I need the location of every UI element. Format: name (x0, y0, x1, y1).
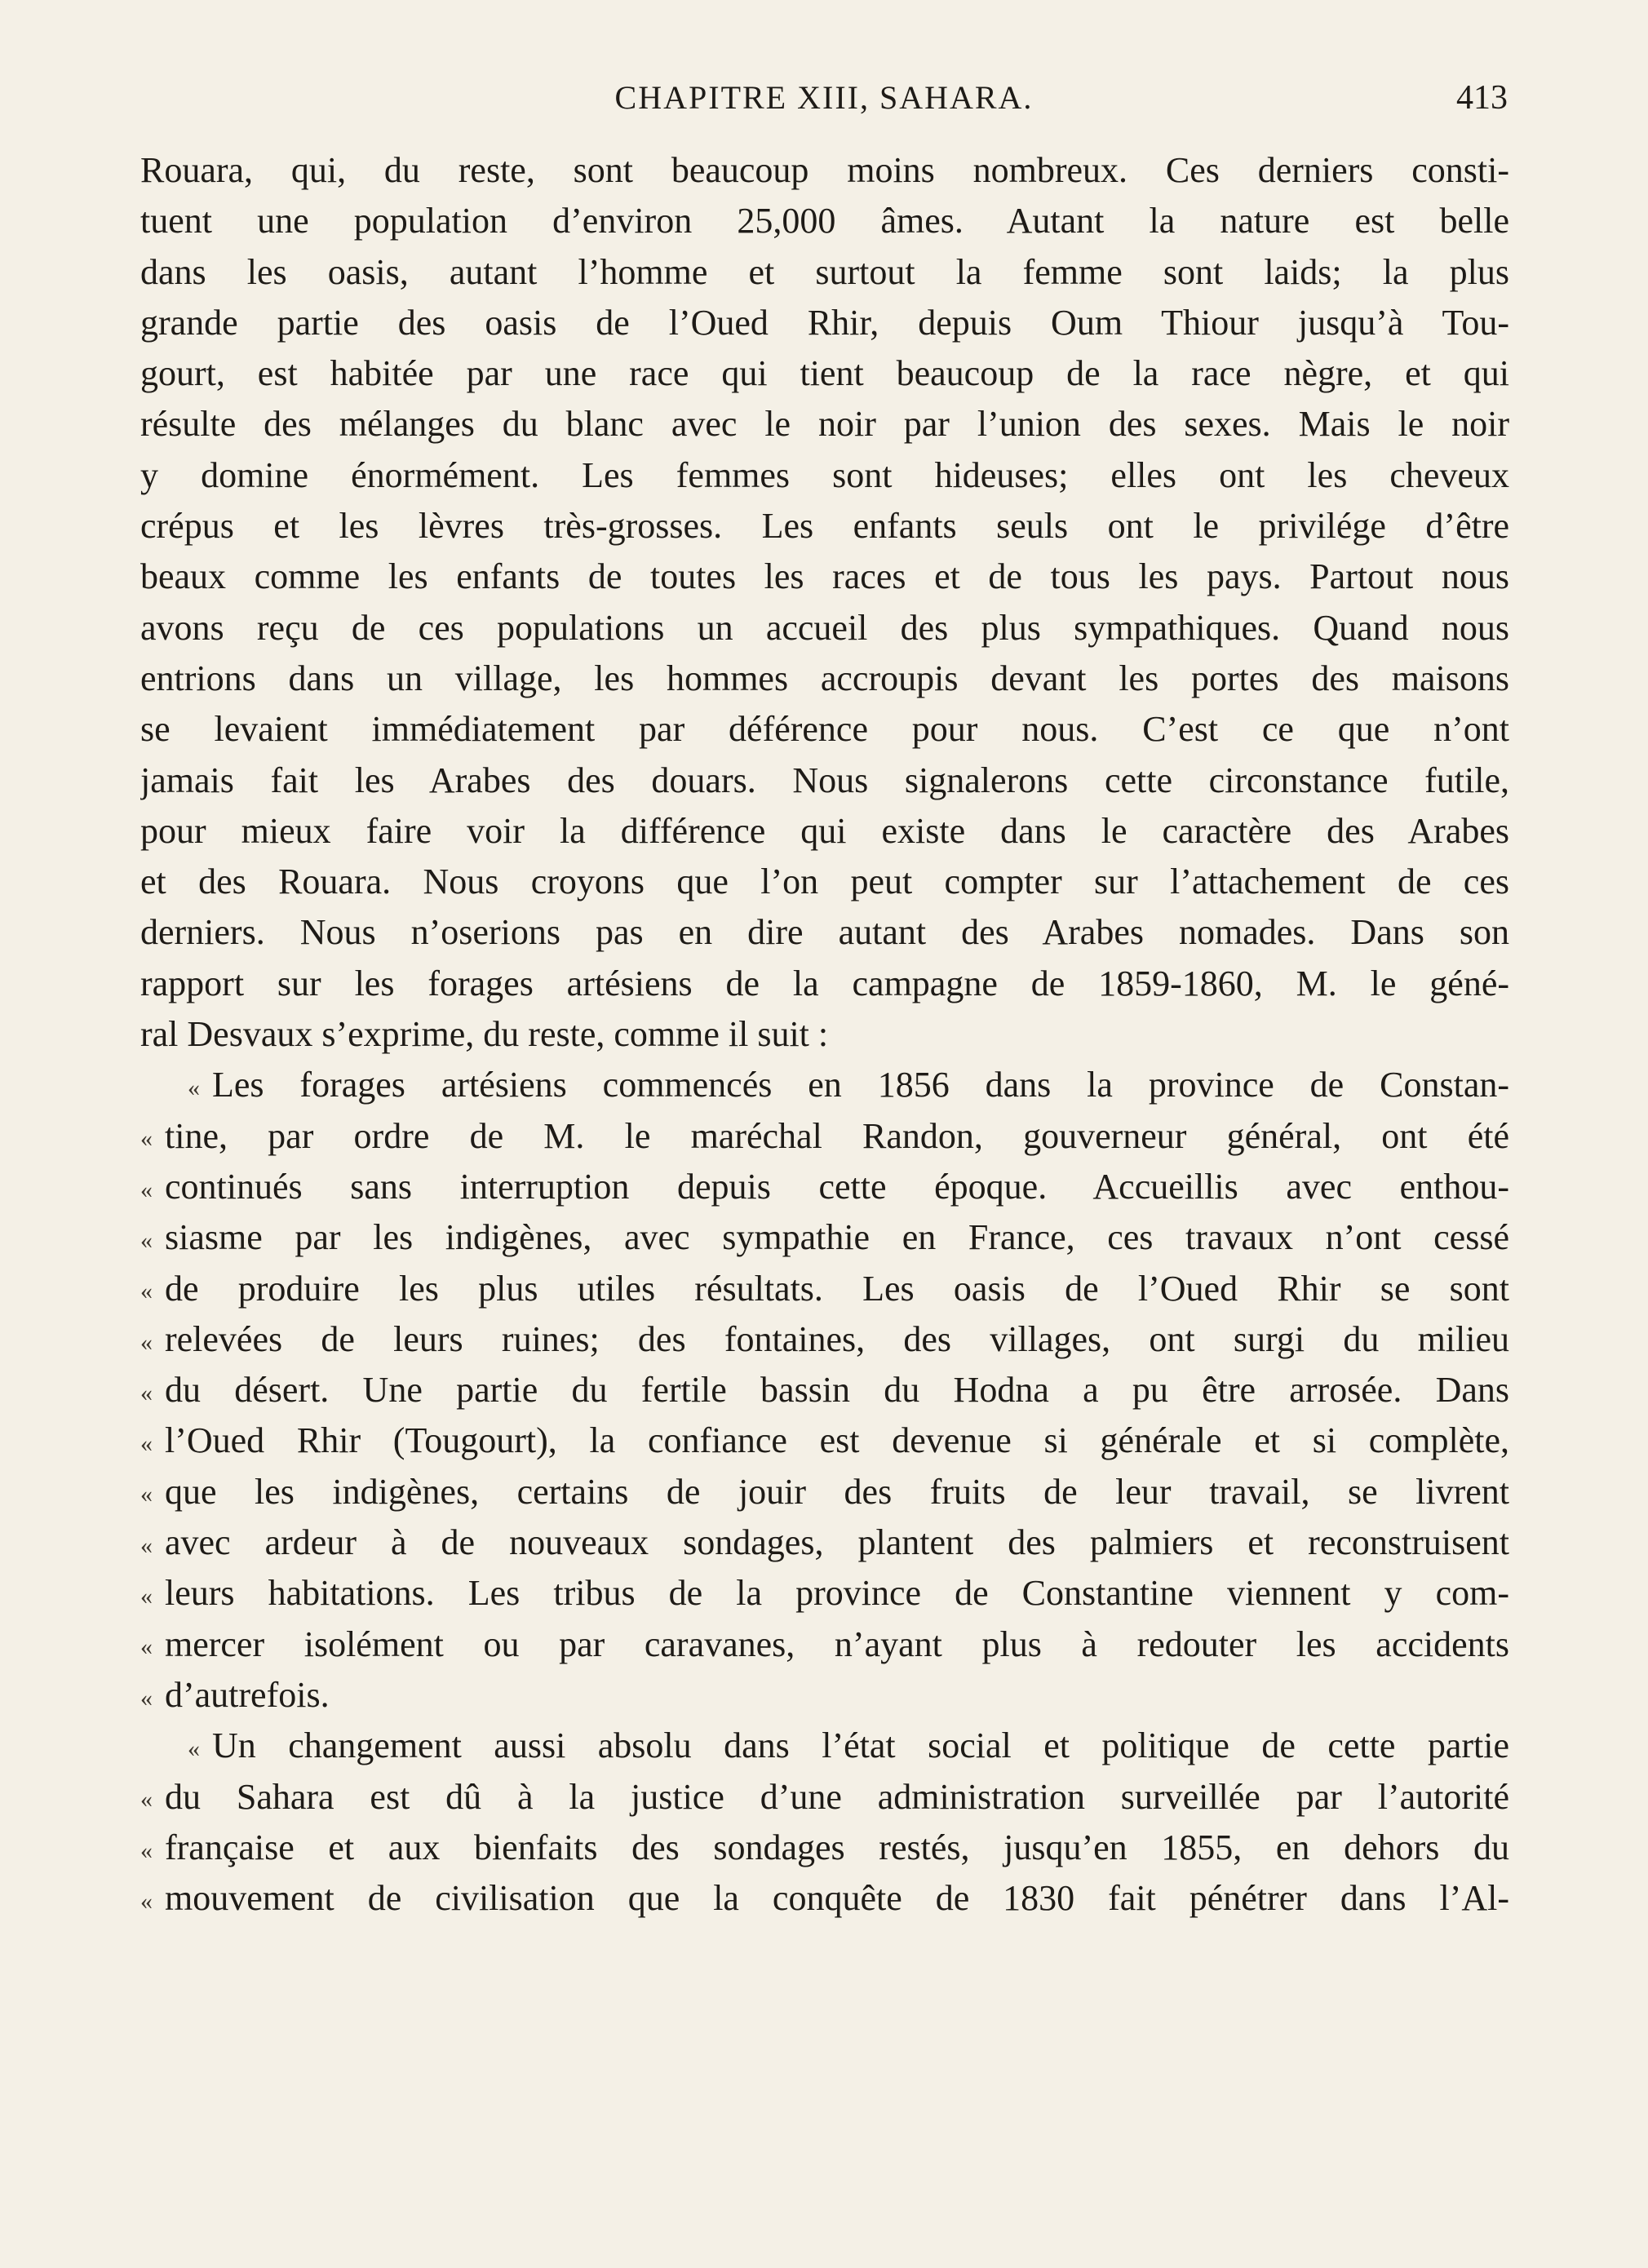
quote-mark: « (188, 1734, 200, 1762)
quote-line: « l’Oued Rhir (Tougourt), la confiance est devenue si générale et si complète, (140, 1415, 1509, 1466)
quote-line: « avec ardeur à de nouveaux sondages, plantent des palmiers et reconstruisent (140, 1517, 1509, 1568)
quote-line: « française et aux bienfaits des sondages restés, jusqu’en 1855, en dehors du (140, 1823, 1509, 1873)
quote-line: « du Sahara est dû à la justice d’une administration surveillée par l’autorité (140, 1772, 1509, 1823)
quote-mark: « (140, 1226, 153, 1254)
quote-mark: « (140, 1176, 153, 1203)
body-text (140, 145, 1509, 1924)
text-line: beaux comme les enfants de toutes les races et de tous les pays. Partout nous (140, 556, 1509, 597)
quote-mark: « (188, 1074, 200, 1102)
quote-mark: « (140, 1328, 153, 1356)
text-line: dans les oasis, autant l’homme et surtout la femme sont laids; la plus (140, 251, 1509, 292)
quote-mark: « (140, 1684, 153, 1712)
quote-mark: « (140, 1531, 153, 1559)
quote-line: « tine, par ordre de M. le maréchal Randon, gouverneur général, ont été (140, 1111, 1509, 1162)
text-line: y domine énormément. Les femmes sont hideuses; elles ont les cheveux (140, 454, 1509, 495)
text-line: avons reçu de ces populations un accueil des plus sympathiques. Quand nous (140, 607, 1509, 648)
quote-mark: « (140, 1887, 153, 1915)
quote-line: « Les forages artésiens commencés en 1856 dans la province de Constan- (140, 1060, 1509, 1110)
page-header (131, 78, 1517, 127)
text-line: grande partie des oasis de l’Oued Rhir, depuis Oum Thiour jusqu’à Tou- (140, 302, 1509, 343)
text-line: résulte des mélanges du blanc avec le noir par l’union des sexes. Mais le noir (140, 404, 1509, 445)
text-line: pour mieux faire voir la différence qui existe dans le caractère des Arabes (140, 810, 1509, 851)
text-line: gourt, est habitée par une race qui tient beaucoup de la race nègre, et qui (140, 353, 1509, 394)
quote-line: « de produire les plus utiles résultats. Les oasis de l’Oued Rhir se sont (140, 1264, 1509, 1314)
text-line: rapport sur les forages artésiens de la campagne de 1859-1860, M. le géné- (140, 963, 1509, 1003)
quote-mark: « (140, 1786, 153, 1814)
quote-line: « mouvement de civilisation que la conquête de 1830 fait pénétrer dans l’Al- (140, 1873, 1509, 1924)
quote-mark: « (140, 1583, 153, 1610)
quote-mark: « (140, 1836, 153, 1864)
text-line: entrions dans un village, les hommes accroupis devant les portes des maisons (140, 658, 1509, 698)
quote-line: « continués sans interruption depuis cette époque. Accueillis avec enthou- (140, 1162, 1509, 1212)
quote-line: « que les indigènes, certains de jouir des fruits de leur travail, se livrent (140, 1467, 1509, 1517)
quote-line: « siasme par les indigènes, avec sympathie en France, ces travaux n’ont cessé (140, 1212, 1509, 1263)
text-line: jamais fait les Arabes des douars. Nous signalerons cette circonstance futile, (140, 760, 1509, 800)
text-line: tuent une population d’environ 25,000 âmes. Autant la nature est belle (140, 201, 1509, 241)
page-number: 413 (1456, 79, 1508, 117)
text-line: derniers. Nous n’oserions pas en dire autant des Arabes nomades. Dans son (140, 912, 1509, 953)
quote-line: « mercer isolément ou par caravanes, n’ayant plus à redouter les accidents (140, 1619, 1509, 1670)
text-line: et des Rouara. Nous croyons que l’on peut compter sur l’attachement de ces (140, 862, 1509, 902)
running-title: CHAPITRE XIII, SAHARA. (614, 79, 1034, 116)
quote-line: « d’autrefois. (140, 1670, 1509, 1721)
quote-mark: « (140, 1633, 153, 1661)
quote-line: « relevées de leurs ruines; des fontaines, des villages, ont surgi du milieu (140, 1314, 1509, 1365)
quote-mark: « (140, 1125, 153, 1153)
quote-mark: « (140, 1379, 153, 1406)
quote-line: « leurs habitations. Les tribus de la province de Constantine viennent y com- (140, 1568, 1509, 1619)
quote-mark: « (140, 1278, 153, 1305)
text-line: ral Desvaux s’exprime, du reste, comme il suit : (140, 1014, 829, 1055)
text-line: Rouara, qui, du reste, sont beaucoup moins nombreux. Ces derniers consti- (140, 150, 1509, 190)
quote-line: « du désert. Une partie du fertile bassin du Hodna a pu être arrosée. Dans (140, 1365, 1509, 1415)
quote-mark: « (140, 1481, 153, 1508)
text-line: crépus et les lèvres très-grosses. Les enfants seuls ont le privilége d’être (140, 506, 1509, 547)
quote-mark: « (140, 1430, 153, 1458)
quote-line: « Un changement aussi absolu dans l’état social et politique de cette partie (140, 1721, 1509, 1771)
text-line: se levaient immédiatement par déférence pour nous. C’est ce que n’ont (140, 709, 1509, 750)
